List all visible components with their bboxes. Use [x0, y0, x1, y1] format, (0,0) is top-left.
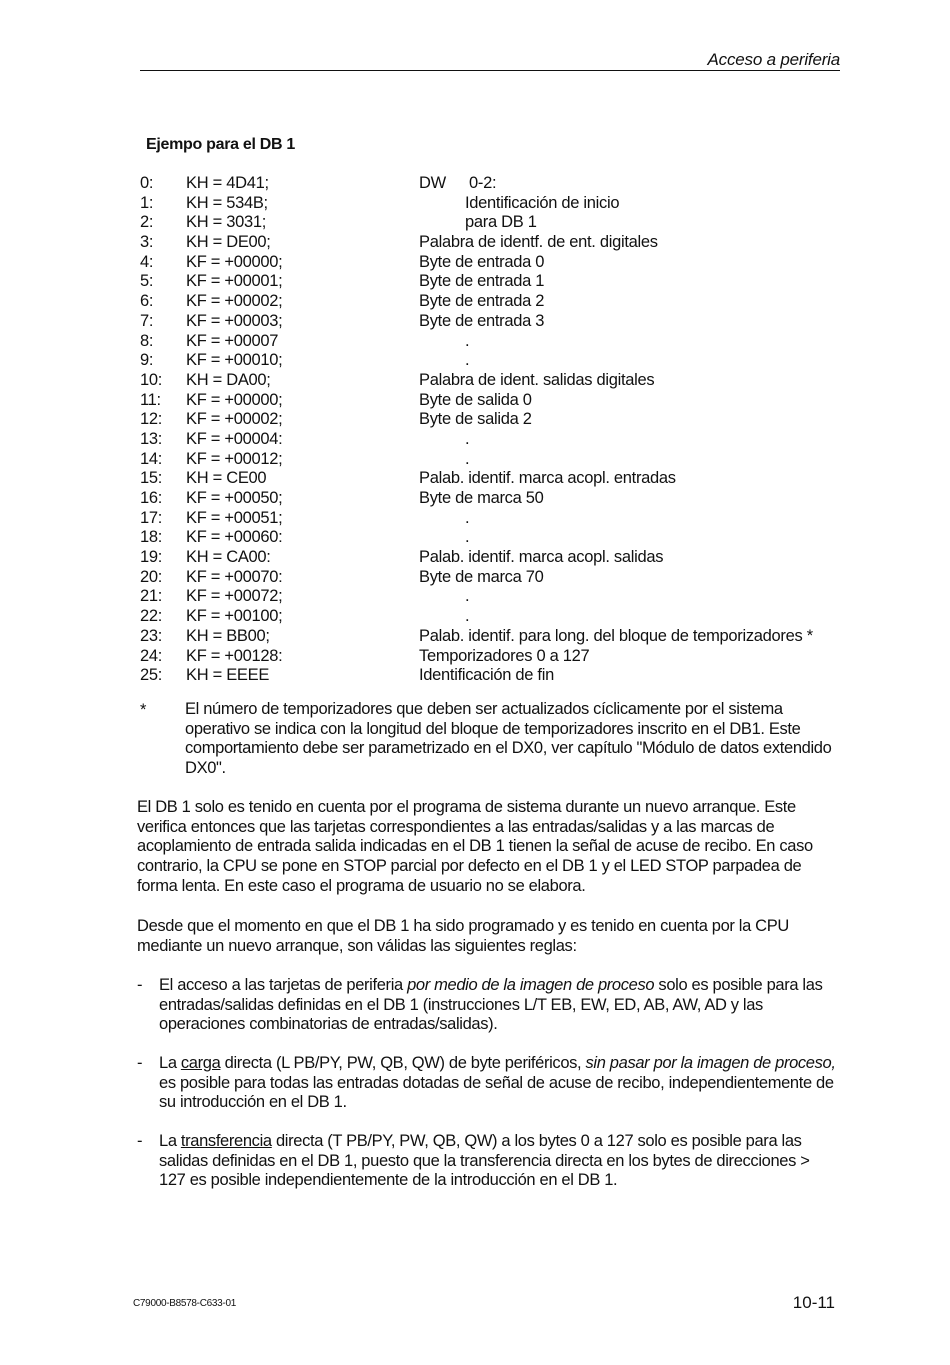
- bullet-dash: -: [137, 1054, 143, 1072]
- row-number: 24:: [140, 646, 163, 665]
- continuation-dot: .: [465, 587, 470, 606]
- row-code: KF = +00128:: [186, 646, 283, 665]
- row-number: 5:: [140, 272, 154, 291]
- row-number: 18:: [140, 528, 163, 547]
- row-number: 8:: [140, 331, 154, 350]
- listing-row: [140, 351, 860, 371]
- listing-row: [140, 450, 860, 470]
- row-number: 13:: [140, 429, 163, 448]
- listing-row: [140, 253, 860, 273]
- rule-bullet-3: [137, 1132, 837, 1191]
- row-number: 15:: [140, 469, 163, 488]
- row-code: KH = DA00;: [186, 370, 271, 389]
- row-comment: Byte de salida 0: [419, 390, 532, 409]
- listing-row: [140, 489, 860, 509]
- row-comment: Palabra de identf. de ent. digitales: [419, 233, 658, 252]
- row-number: 19:: [140, 548, 163, 567]
- page-number: 10-11: [792, 1293, 835, 1312]
- row-number: 23:: [140, 626, 163, 645]
- row-comment: Byte de entrada 0: [419, 252, 545, 271]
- row-number: 7:: [140, 311, 154, 330]
- listing-row: [140, 272, 860, 292]
- row-comment: para DB 1: [465, 213, 537, 232]
- listing-row: [140, 292, 860, 312]
- row-code: KF = +00003;: [186, 311, 283, 330]
- row-number: 2:: [140, 213, 154, 232]
- row-code: KH = 3031;: [186, 213, 267, 232]
- row-number: 0:: [140, 174, 154, 192]
- row-number: 1:: [140, 193, 154, 212]
- listing-row: [140, 548, 860, 568]
- row-comment: Byte de marca 70: [419, 567, 544, 586]
- row-code: KF = +00010;: [186, 351, 283, 370]
- row-code: KF = +00060:: [186, 528, 283, 547]
- row-comment: Byte de entrada 1: [419, 272, 545, 291]
- row-number: 3:: [140, 233, 154, 252]
- row-code: KF = +00001;: [186, 272, 283, 291]
- row-comment: Temporizadores 0 a 127: [419, 646, 590, 665]
- header-rule: [140, 70, 840, 71]
- row-number: 9:: [140, 351, 154, 370]
- row-code: KF = +00000;: [186, 252, 283, 271]
- row-comment: Palab. identif. marca acopl. salidas: [419, 548, 664, 567]
- footnote-text: El número de temporizadores que deben ser actualizados cíclicamente por el sistema operativo se indica con la longitud del bloque de temporizadores inscrito en el DB1. Este comportamiento debe ser parametrizado en el DX0, ver capítulo "Módulo de datos extendido DX0".: [185, 700, 832, 778]
- row-code: KH = CE00: [186, 469, 267, 488]
- row-code: KF = +00002;: [186, 292, 283, 311]
- row-code: KF = +00072;: [186, 587, 283, 606]
- page-header-title: Acceso a periferia: [707, 50, 840, 69]
- listing-row: [140, 194, 860, 214]
- paragraph-2: Desde que el momento en que el DB 1 ha sido programado y es tenido en cuenta por la CPU mediante un nuevo arranque, son válidas las siguientes reglas:: [137, 917, 789, 955]
- listing-row: [140, 587, 860, 607]
- bullet-dash: -: [137, 1132, 143, 1150]
- listing-row: [140, 469, 860, 489]
- row-comment: Byte de entrada 2: [419, 292, 545, 311]
- bullet-dash: -: [137, 976, 143, 994]
- listing-row: [140, 391, 860, 411]
- continuation-dot: .: [465, 508, 470, 527]
- row-code: KF = +00050;: [186, 489, 283, 507]
- row-number: 10:: [140, 370, 163, 389]
- row-code: KF = +00002;: [186, 410, 283, 429]
- listing-row: [140, 430, 860, 450]
- section-heading: Ejempo para el DB 1: [146, 136, 296, 153]
- continuation-dot: .: [465, 351, 470, 370]
- row-code: KH = 534B;: [186, 193, 268, 212]
- row-number: 11:: [140, 390, 161, 409]
- bullet-text: La carga directa (L PB/PY, PW, QB, QW) de byte periféricos, sin pasar por la imagen de proceso, es posible para todas las entradas dotadas de señal de acuse de recibo, independientemente de su introducción en el DB 1.: [159, 1054, 836, 1112]
- listing-row: [140, 666, 860, 686]
- listing-row: [140, 410, 860, 430]
- row-code: KF = +00070:: [186, 567, 283, 586]
- row-code: KF = +00000;: [186, 390, 283, 409]
- row-comment: Byte de salida 2: [419, 410, 532, 429]
- row-comment: Palab. identif. marca acopl. entradas: [419, 469, 676, 488]
- listing-row: [140, 568, 860, 588]
- row-comment: Byte de marca 50: [419, 489, 544, 507]
- listing-row: [140, 371, 860, 391]
- bullet-text: La transferencia directa (T PB/PY, PW, QB, QW) a los bytes 0 a 127 solo es posible para las salidas definidas en el DB 1, puesto que la transferencia directa en los bytes de direcciones > 127 es posible independientemente de la introducción en el DB 1.: [159, 1132, 810, 1190]
- row-number: 14:: [140, 449, 163, 468]
- row-code: KF = +00012;: [186, 449, 283, 468]
- rule-bullet-2: [137, 1054, 837, 1113]
- listing-row: [140, 647, 860, 667]
- listing-row: [140, 528, 860, 548]
- listing-row: [140, 174, 860, 194]
- listing-row: [140, 509, 860, 529]
- row-number: 22:: [140, 607, 163, 626]
- footnote-marker: *: [140, 701, 147, 719]
- row-code: KF = +00051;: [186, 508, 283, 527]
- bullet-text: El acceso a las tarjetas de periferia por medio de la imagen de proceso solo es posible para las entradas/salidas definidas en el DB 1 (instrucciones L/T EB, EW, ED, AB, AW, AD y las operaciones combinatorias de entradas/salidas).: [159, 976, 823, 1034]
- row-number: 4:: [140, 252, 154, 271]
- row-code: KH = BB00;: [186, 626, 270, 645]
- row-number: 20:: [140, 567, 163, 586]
- row-comment: Identificación de inicio: [465, 193, 620, 212]
- rule-bullet-1: [137, 976, 837, 1035]
- row-comment: Byte de entrada 3: [419, 311, 545, 330]
- row-number: 25:: [140, 666, 163, 685]
- listing-row: [140, 213, 860, 233]
- row-number: 21:: [140, 587, 163, 606]
- row-comment: Palab. identif. para long. del bloque de temporizadores *: [419, 626, 813, 645]
- row-code: KH = CA00:: [186, 548, 271, 567]
- footer-doc-code: C79000-B8578-C633-01: [133, 1298, 236, 1309]
- dw-range: 0-2:: [469, 174, 497, 192]
- listing-row: [140, 233, 860, 253]
- continuation-dot: .: [465, 528, 470, 547]
- row-code: KH = 4D41;: [186, 174, 269, 192]
- listing-row: [140, 627, 860, 647]
- continuation-dot: .: [465, 607, 470, 626]
- row-comment: Palabra de ident. salidas digitales: [419, 370, 655, 389]
- listing-row: [140, 332, 860, 352]
- row-code: KF = +00004:: [186, 429, 283, 448]
- row-number: 17:: [140, 508, 163, 527]
- continuation-dot: .: [465, 331, 470, 350]
- row-code: KF = +00100;: [186, 607, 283, 626]
- continuation-dot: .: [465, 429, 470, 448]
- continuation-dot: .: [465, 449, 470, 468]
- row-number: 12:: [140, 410, 163, 429]
- row-code: KH = EEEE: [186, 666, 270, 685]
- row-number: 16:: [140, 489, 163, 507]
- row-comment: Identificación de fin: [419, 666, 554, 685]
- dw-label: DW: [419, 174, 446, 192]
- listing-row: [140, 312, 860, 332]
- paragraph-1: El DB 1 solo es tenido en cuenta por el programa de sistema durante un nuevo arranque. Este verifica entonces que las tarjetas correspondientes a las entradas/salidas y a las marcas de acoplamiento de entrada salida indicadas en el DB 1 tienen la señal de acuse de recibo. En caso contrario, la CPU se pone en STOP parcial por defecto en el DB 1 y el LED STOP parpadea de forma lenta. En este caso el programa de usuario no se elabora.: [137, 798, 813, 895]
- db1-listing: [140, 174, 860, 686]
- row-code: KF = +00007: [186, 331, 279, 350]
- row-code: KH = DE00;: [186, 233, 271, 252]
- listing-row: [140, 607, 860, 627]
- row-number: 6:: [140, 292, 154, 311]
- footnote: [140, 700, 840, 779]
